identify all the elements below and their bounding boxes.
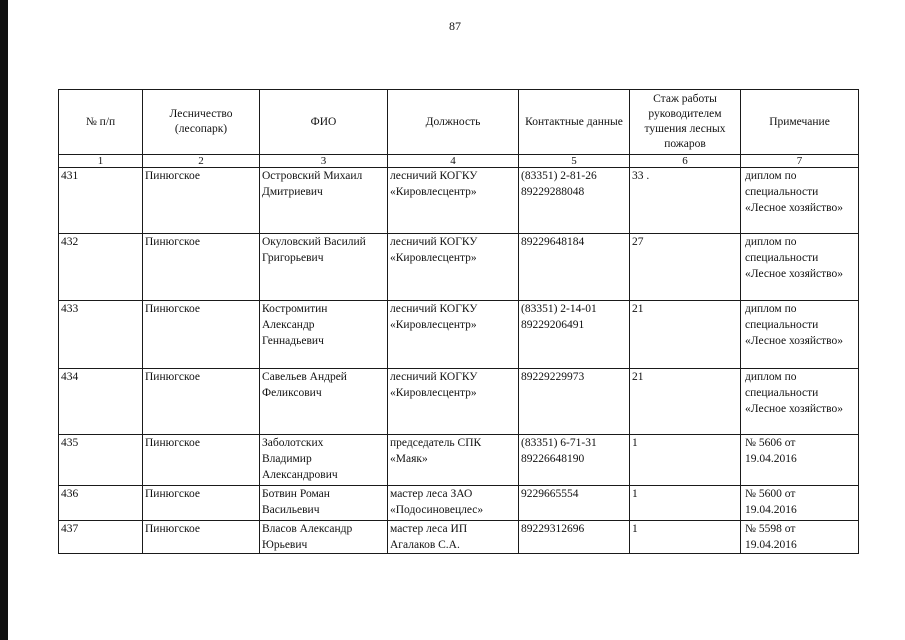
note: № 5600 от 19.04.2016 (745, 488, 797, 516)
position: мастер леса ЗАО «Подосиновецлес» (390, 488, 484, 516)
position: мастер леса ИП Агалаков С.А. (390, 523, 468, 551)
contacts: (83351) 6-71-31 89226648190 (521, 437, 597, 465)
full-name-cell (260, 234, 388, 301)
position-cell (388, 521, 519, 554)
note-cell (741, 168, 859, 234)
header-cell: Стаж работы руководителем тушения лесных пожаров (630, 90, 741, 155)
forestry-cell (143, 369, 260, 435)
note-cell (741, 234, 859, 301)
row-number-cell (59, 369, 143, 435)
note-cell (741, 435, 859, 486)
full-name-cell (260, 486, 388, 521)
position-cell (388, 435, 519, 486)
table-row (59, 369, 859, 435)
forestry-name: Пинюгское (145, 303, 201, 315)
contacts: 89229312696 (521, 523, 585, 535)
experience-years: 27 (632, 236, 644, 248)
header-cell: Примечание (741, 90, 859, 155)
contacts-cell (519, 301, 630, 369)
header-cell: № п/п (59, 90, 143, 155)
table-header-row (59, 90, 859, 155)
row-number-cell (59, 435, 143, 486)
experience-years: 1 (632, 488, 638, 500)
position: лесничий КОГКУ «Кировлесцентр» (390, 236, 478, 264)
full-name: Савельев Андрей Феликсович (262, 371, 347, 399)
full-name: Власов Александр Юрьевич (262, 523, 353, 551)
column-number-cell: 3 (260, 155, 388, 168)
forestry-cell (143, 486, 260, 521)
contacts-cell (519, 486, 630, 521)
forestry-name: Пинюгское (145, 170, 201, 182)
note-cell (741, 369, 859, 435)
contacts: 89229229973 (521, 371, 585, 383)
experience-cell (630, 301, 741, 369)
table-row (59, 521, 859, 554)
forestry-name: Пинюгское (145, 236, 201, 248)
table-row (59, 486, 859, 521)
forestry-cell (143, 521, 260, 554)
row-number-cell (59, 168, 143, 234)
position: лесничий КОГКУ «Кировлесцентр» (390, 170, 478, 198)
position-cell (388, 301, 519, 369)
experience-cell (630, 486, 741, 521)
contacts: (83351) 2-81-26 89229288048 (521, 170, 597, 198)
row-number: 433 (61, 303, 79, 315)
full-name-cell (260, 168, 388, 234)
page-number: 87 (449, 19, 461, 33)
full-name-cell (260, 301, 388, 369)
forestry-cell (143, 301, 260, 369)
table-row (59, 168, 859, 234)
note: диплом по специальности «Лесное хозяйство» (745, 371, 844, 415)
contacts-cell (519, 369, 630, 435)
row-number-cell (59, 521, 143, 554)
experience-cell (630, 168, 741, 234)
column-number-cell: 5 (519, 155, 630, 168)
row-number: 435 (61, 437, 79, 449)
full-name-cell (260, 369, 388, 435)
contacts-cell (519, 168, 630, 234)
row-number-cell (59, 301, 143, 369)
position: лесничий КОГКУ «Кировлесцентр» (390, 303, 478, 331)
note: № 5606 от 19.04.2016 (745, 437, 797, 465)
row-number: 436 (61, 488, 79, 500)
column-number-cell: 1 (59, 155, 143, 168)
forestry-name: Пинюгское (145, 488, 201, 500)
row-number: 434 (61, 371, 79, 383)
column-number-cell: 2 (143, 155, 260, 168)
table-row (59, 234, 859, 301)
table-row (59, 435, 859, 486)
table-row (59, 301, 859, 369)
note: диплом по специальности «Лесное хозяйство» (745, 303, 844, 347)
experience-cell (630, 369, 741, 435)
full-name-cell (260, 521, 388, 554)
note-cell (741, 301, 859, 369)
contacts-cell (519, 435, 630, 486)
contacts-cell (519, 521, 630, 554)
scan-edge-shadow (0, 0, 8, 640)
header-cell: Лесничество (лесопарк) (143, 90, 260, 155)
column-number-cell: 4 (388, 155, 519, 168)
forestry-cell (143, 168, 260, 234)
position-cell (388, 486, 519, 521)
forestry-name: Пинюгское (145, 437, 201, 449)
full-name-cell (260, 435, 388, 486)
forestry-name: Пинюгское (145, 523, 201, 535)
note: № 5598 от 19.04.2016 (745, 523, 797, 551)
full-name: Заболотских Владимир Александрович (262, 437, 338, 481)
note: диплом по специальности «Лесное хозяйство» (745, 170, 844, 214)
experience-years: 33 . (632, 170, 650, 182)
column-number-cell: 6 (630, 155, 741, 168)
full-name: Островский Михаил Дмитриевич (262, 170, 363, 198)
contacts: (83351) 2-14-01 89229206491 (521, 303, 597, 331)
row-number: 437 (61, 523, 79, 535)
position-cell (388, 168, 519, 234)
header-cell: Контактные данные (519, 90, 630, 155)
forestry-cell (143, 435, 260, 486)
experience-cell (630, 521, 741, 554)
experience-years: 21 (632, 303, 644, 315)
contacts-cell (519, 234, 630, 301)
contacts: 89229648184 (521, 236, 585, 248)
experience-years: 1 (632, 523, 638, 535)
row-number-cell (59, 486, 143, 521)
forest-fire-managers-table (58, 89, 859, 554)
row-number-cell (59, 234, 143, 301)
experience-years: 21 (632, 371, 644, 383)
header-cell: Должность (388, 90, 519, 155)
experience-years: 1 (632, 437, 638, 449)
column-number-row (59, 155, 859, 168)
full-name: Окуловский Василий Григорьевич (262, 236, 366, 264)
experience-cell (630, 435, 741, 486)
note: диплом по специальности «Лесное хозяйство» (745, 236, 844, 280)
forestry-cell (143, 234, 260, 301)
header-cell: ФИО (260, 90, 388, 155)
forestry-name: Пинюгское (145, 371, 201, 383)
row-number: 432 (61, 236, 79, 248)
column-number-cell: 7 (741, 155, 859, 168)
contacts: 9229665554 (521, 488, 579, 500)
row-number: 431 (61, 170, 79, 182)
position: председатель СПК «Маяк» (390, 437, 482, 465)
position-cell (388, 369, 519, 435)
note-cell (741, 521, 859, 554)
full-name: Ботвин Роман Васильевич (262, 488, 330, 516)
position-cell (388, 234, 519, 301)
full-name: Костромитин Александр Геннадьевич (262, 303, 328, 347)
position: лесничий КОГКУ «Кировлесцентр» (390, 371, 478, 399)
experience-cell (630, 234, 741, 301)
note-cell (741, 486, 859, 521)
